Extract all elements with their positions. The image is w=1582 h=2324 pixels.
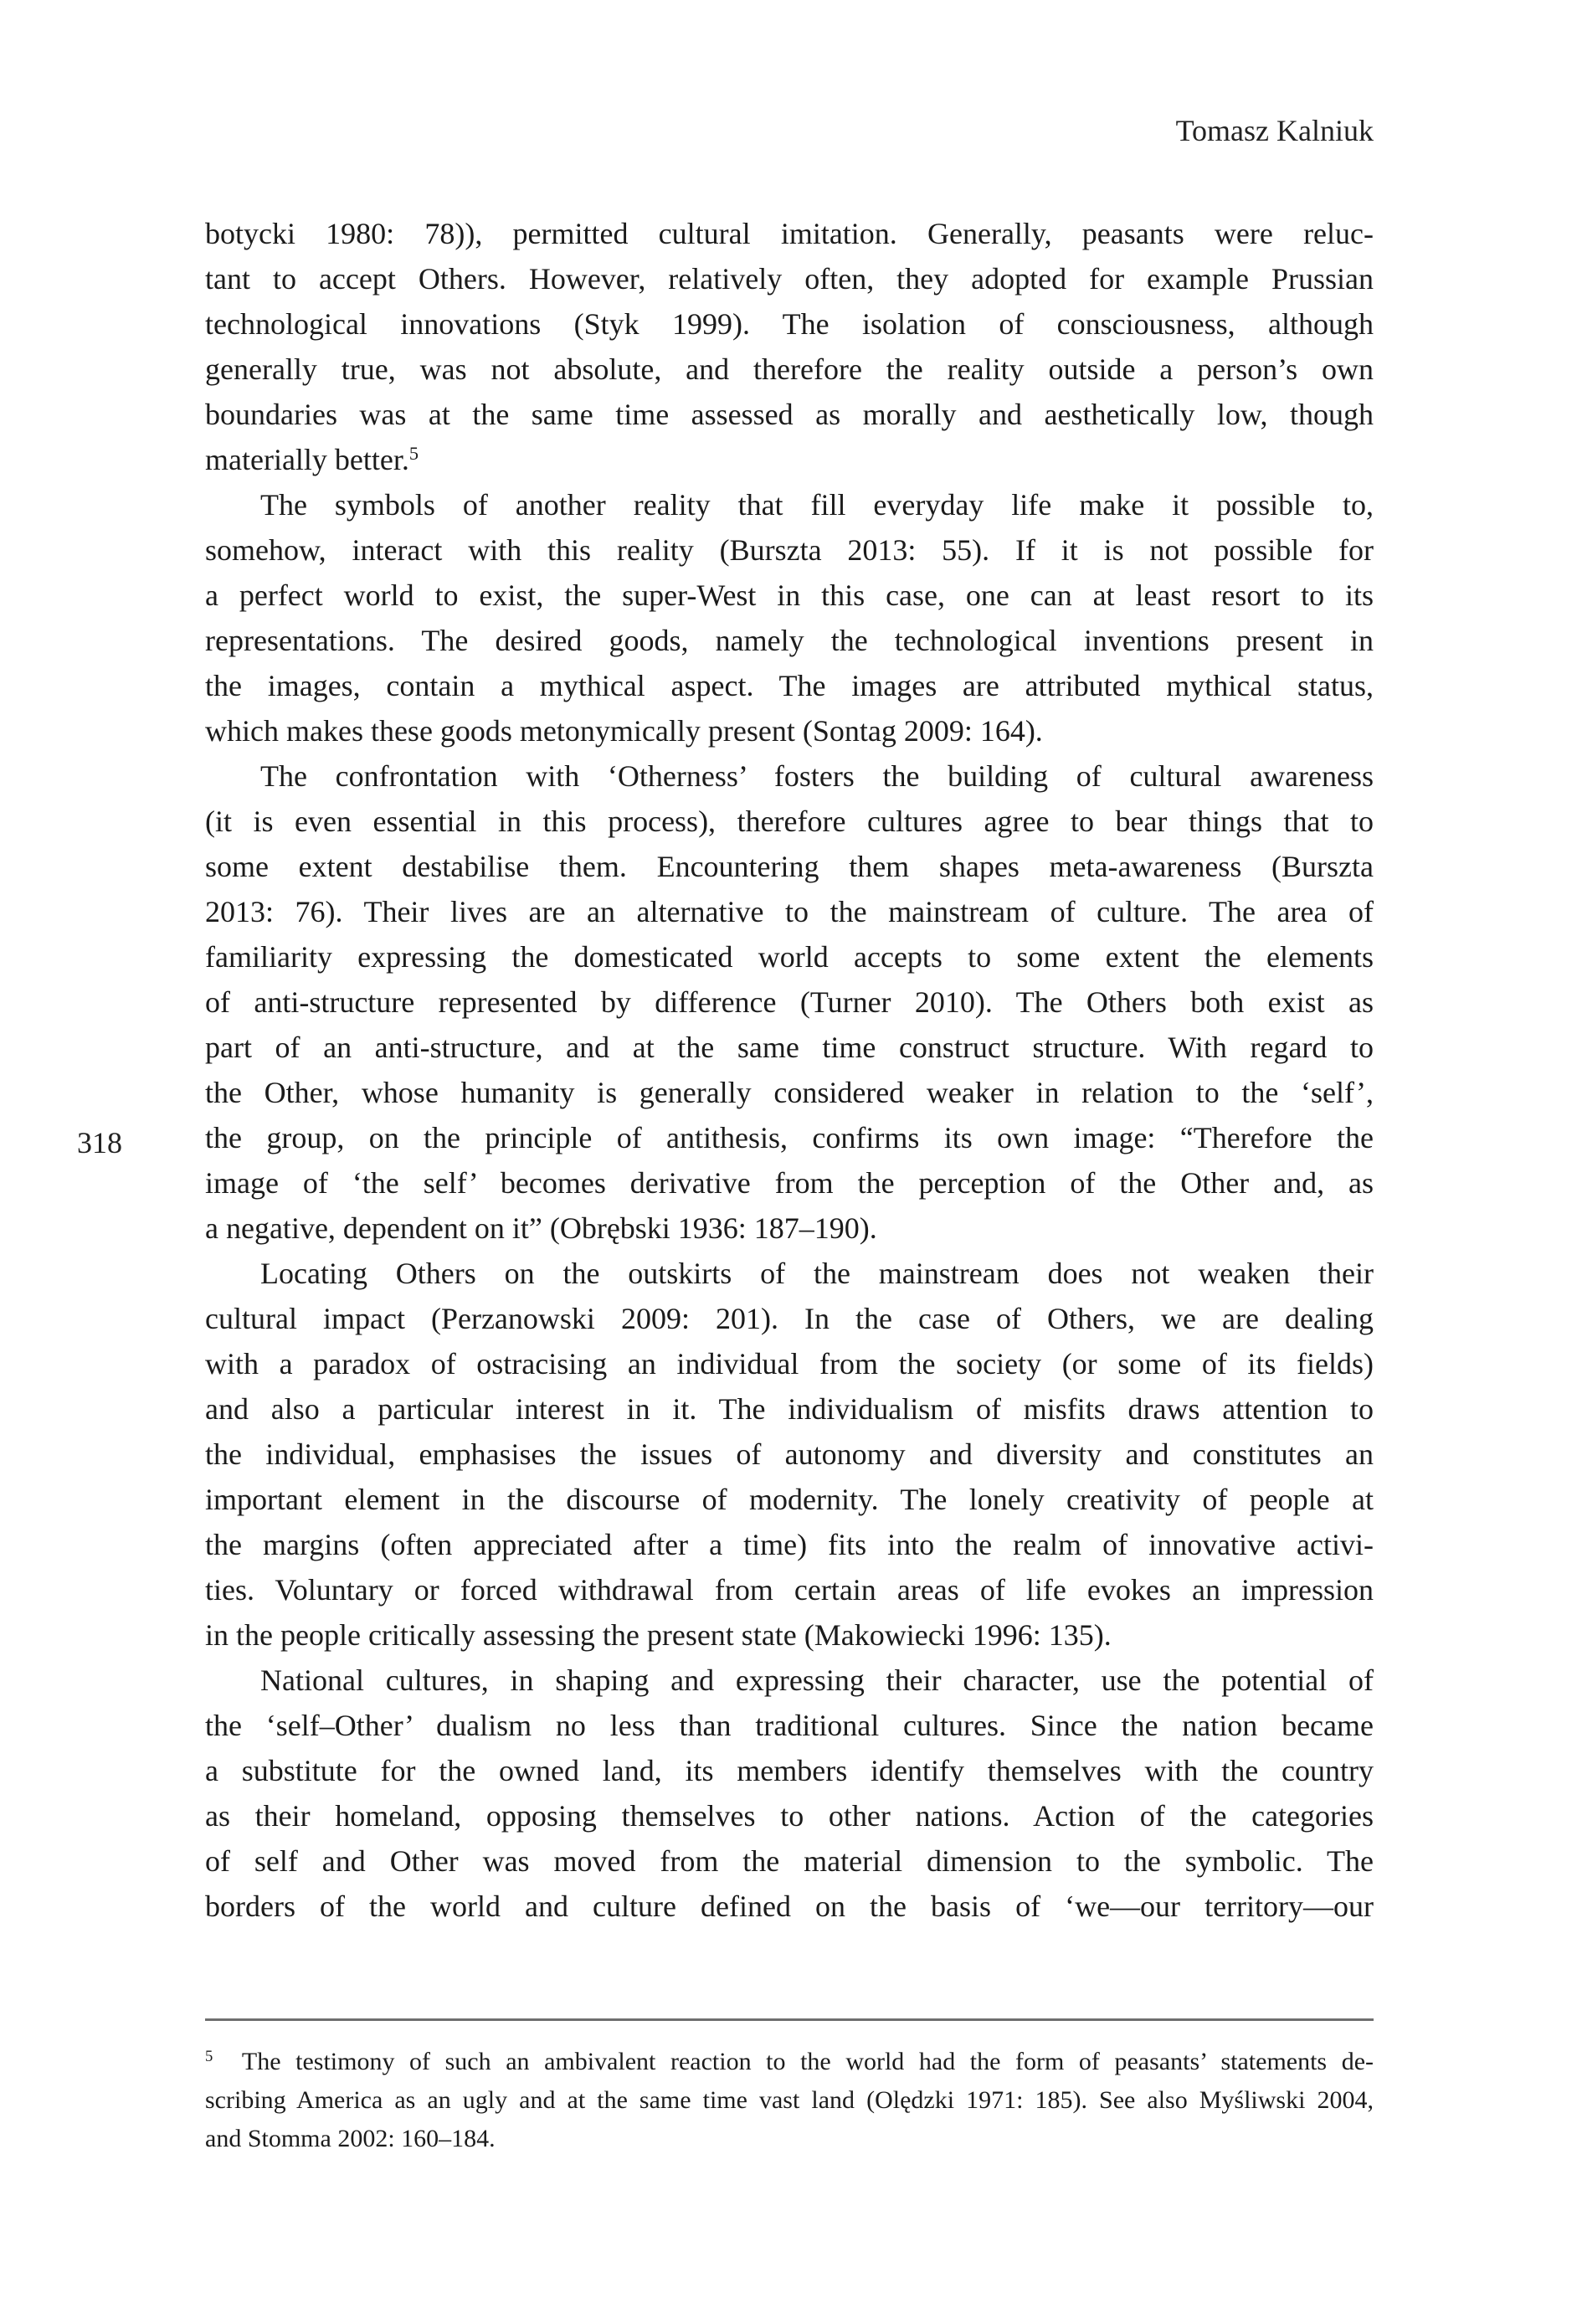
text-line: the images, contain a mythical aspect. The images are attributed mythical status,	[205, 669, 1374, 702]
text-line: The confrontation with ‘Otherness’ fosters the building of cultural awareness	[260, 759, 1374, 793]
text-line: cultural impact (Perzanowski 2009: 201). In the case of Others, we are dealing	[205, 1302, 1374, 1335]
text-line: borders of the world and culture defined on the basis of ‘we—our territory—our	[205, 1890, 1374, 1923]
text-line: of self and Other was moved from the material dimension to the symbolic. The	[205, 1844, 1374, 1878]
running-header: Tomasz Kalniuk	[1175, 114, 1374, 147]
text-line: in the people critically assessing the present state (Makowiecki 1996: 135).	[205, 1618, 1112, 1652]
paragraph	[205, 753, 1374, 1251]
footnote-marker: 5	[408, 442, 419, 464]
footnote-divider	[205, 2018, 1374, 2021]
text-line: generally true, was not absolute, and therefore the reality outside a person’s own	[205, 352, 1374, 386]
text-line: scribing America as an ugly and at the same time vast land (Olędzki 1971: 185). See also Myśliwski 2004,	[205, 2086, 1374, 2114]
paragraph	[205, 1251, 1374, 1658]
text-line: and Stomma 2002: 160–184.	[205, 2125, 496, 2152]
text-line: botycki 1980: 78)), permitted cultural imitation. Generally, peasants were reluc-	[205, 217, 1374, 250]
text-line: the Other, whose humanity is generally considered weaker in relation to the ‘self’,	[205, 1076, 1374, 1109]
text-line: as their homeland, opposing themselves to other nations. Action of the categories	[205, 1799, 1374, 1833]
text-line: important element in the discourse of modernity. The lonely creativity of people at	[205, 1483, 1374, 1516]
text-line: $^5$ The testimony of such an ambivalent reaction to the world had the form of peasants’ statements de-	[205, 2047, 1374, 2075]
text-line: familiarity expressing the domesticated world accepts to some extent the elements	[205, 940, 1374, 974]
text-line: boundaries was at the same time assessed as morally and aesthetically low, though	[205, 398, 1374, 431]
text-line: a substitute for the owned land, its members identify themselves with the country	[205, 1754, 1374, 1787]
text-line: a perfect world to exist, the super-West in this case, one can at least resort to its	[205, 578, 1374, 612]
footnote-marker: 5	[205, 2047, 213, 2065]
paragraph	[205, 1658, 1374, 1929]
text-line: Locating Others on the outskirts of the mainstream does not weaken their	[260, 1257, 1374, 1290]
text-line: the margins (often appreciated after a time) fits into the realm of innovative activi-	[205, 1528, 1374, 1561]
text-line: some extent destabilise them. Encountering them shapes meta-awareness (Burszta	[205, 850, 1374, 883]
text-line: The symbols of another reality that fill everyday life make it possible to,	[260, 488, 1374, 522]
text-line: the group, on the principle of antithesis, confirms its own image: “Therefore the	[205, 1121, 1374, 1154]
text-line: 2013: 76). Their lives are an alternative to the mainstream of culture. The area of	[205, 895, 1374, 928]
text-line: National cultures, in shaping and expressing their character, use the potential of	[260, 1663, 1374, 1697]
paragraph	[205, 211, 1374, 482]
footnote	[205, 2043, 1374, 2158]
page-number: 318	[77, 1126, 122, 1159]
paragraph	[205, 482, 1374, 753]
text-line: and also a particular interest in it. The individualism of misfits draws attention to	[205, 1392, 1374, 1426]
text-line: with a paradox of ostracising an individual from the society (or some of its fields)	[205, 1347, 1374, 1381]
text-line: materially better.$^5$	[205, 442, 419, 476]
text-line: somehow, interact with this reality (Burszta 2013: 55). If it is not possible for	[205, 533, 1374, 567]
text-line: the individual, emphasises the issues of autonomy and diversity and constitutes an	[205, 1437, 1374, 1471]
text-line: (it is even essential in this process), therefore cultures agree to bear things that to	[205, 805, 1374, 838]
text-line: the ‘self–Other’ dualism no less than traditional cultures. Since the nation became	[205, 1709, 1374, 1742]
text-line: ties. Voluntary or forced withdrawal from certain areas of life evokes an impression	[205, 1573, 1374, 1607]
text-line: part of an anti-structure, and at the same time construct structure. With regard to	[205, 1031, 1374, 1064]
text-line: a negative, dependent on it” (Obrębski 1936: 187–190).	[205, 1211, 877, 1245]
text-line: of anti-structure represented by difference (Turner 2010). The Others both exist as	[205, 985, 1374, 1019]
text-line: representations. The desired goods, namely the technological inventions present in	[205, 624, 1374, 657]
text-line: which makes these goods metonymically present (Sontag 2009: 164).	[205, 714, 1043, 748]
text-line: tant to accept Others. However, relatively often, they adopted for example Prussian	[205, 262, 1374, 296]
body-text	[205, 211, 1374, 1929]
text-line: image of ‘the self’ becomes derivative from the perception of the Other and, as	[205, 1166, 1374, 1200]
text-line: technological innovations (Styk 1999). The isolation of consciousness, although	[205, 307, 1374, 341]
